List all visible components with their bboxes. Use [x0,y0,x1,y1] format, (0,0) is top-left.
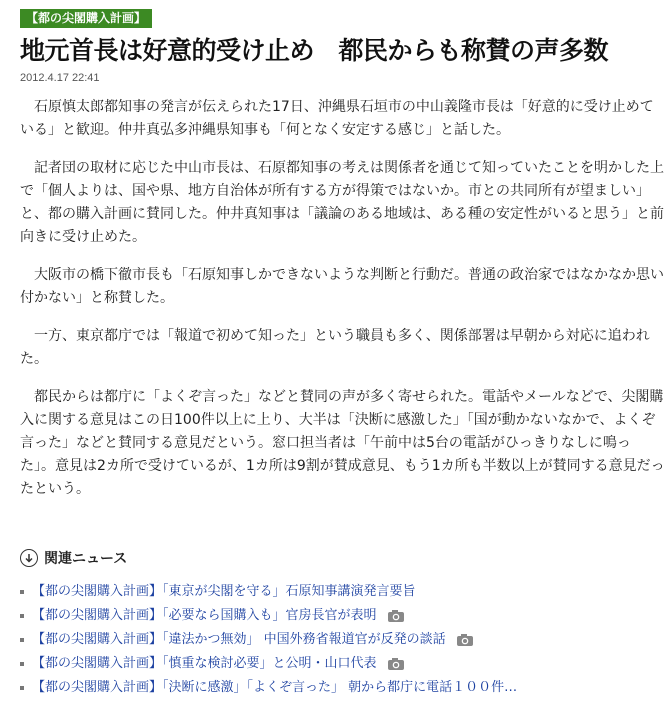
related-news-header [20,548,127,568]
related-news-item [20,604,517,628]
paragraph: 一方、東京都庁では「報道で初めて知った」という職員も多く、関係部署は早朝から対応に追われた。 [20,328,650,367]
down-arrow-circle-icon [20,549,38,567]
related-news-link[interactable]: 【都の尖閣購入計画】「必要なら国購入も」官房長官が表明 [32,608,377,623]
related-news-list [20,580,517,700]
paragraph: 大阪市の橋下徹市長も「石原知事しかできないような判断と行動だ。普通の政治家ではなかなか思い付かない」と称賛した。 [20,267,664,306]
related-news-item [20,676,517,700]
timestamp: 2012.4.17 22:41 [20,72,100,84]
bullet [20,614,24,618]
camera-icon [456,633,474,647]
bullet [20,638,24,642]
camera-icon [387,609,405,623]
headline: 地元首長は好意的受け止め 都民からも称賛の声多数 [20,36,609,65]
article-body [20,96,665,516]
related-news-link[interactable]: 【都の尖閣購入計画】「東京が尖閣を守る」石原知事講演発言要旨 [32,584,416,599]
related-news-item [20,652,517,676]
related-news-link[interactable]: 【都の尖閣購入計画】「決断に感激」「よくぞ言った」 朝から都庁に電話１００件… [32,680,518,695]
paragraph: 石原慎太郎都知事の発言が伝えられた17日、沖縄県石垣市の中山義隆市長は「好意的に受け止めている」と歓迎。仲井真弘多沖縄県知事も「何となく安定する感じ」と話した。 [20,99,654,138]
related-news-item [20,628,517,652]
related-news-item [20,580,517,604]
camera-icon [387,657,405,671]
bullet [20,662,24,666]
bullet [20,590,24,594]
category-label[interactable]: 【都の尖閣購入計画】 [20,9,152,28]
related-news-title: 関連ニュース [44,551,128,567]
paragraph: 都民からは都庁に「よくぞ言った」などと賛同の声が多く寄せられた。電話やメールなどで、尖閣購入に関する意見はこの日100件以上に上り、大半は「決断に感激した」「国が動かないなかで、よくぞ言った」などと賛同する意見だという。窓口担当者は「午前中は5台の電話がひっきりなしに鳴った」。意見は2カ所で受けているが、1カ所は9割が賛成意見、もう1カ所も半数以上が賛同する意見だったという。 [20,389,665,497]
related-news-link[interactable]: 【都の尖閣購入計画】「慎重な検討必要」と公明・山口代表 [32,656,377,671]
related-news-link[interactable]: 【都の尖閣購入計画】「違法かつ無効」 中国外務省報道官が反発の談話 [32,632,446,647]
paragraph: 記者団の取材に応じた中山市長は、石原都知事の考えは関係者を通じて知っていたことを明かした上で「個人よりは、国や県、地方自治体が所有する方が得策ではないか。市との共同所有が望ましい」と、都の購入計画に賛同した。仲井真知事は「議論のある地域は、ある種の安定性がいると思う」と前向きに受け止めた。 [20,160,664,245]
bullet [20,686,24,690]
